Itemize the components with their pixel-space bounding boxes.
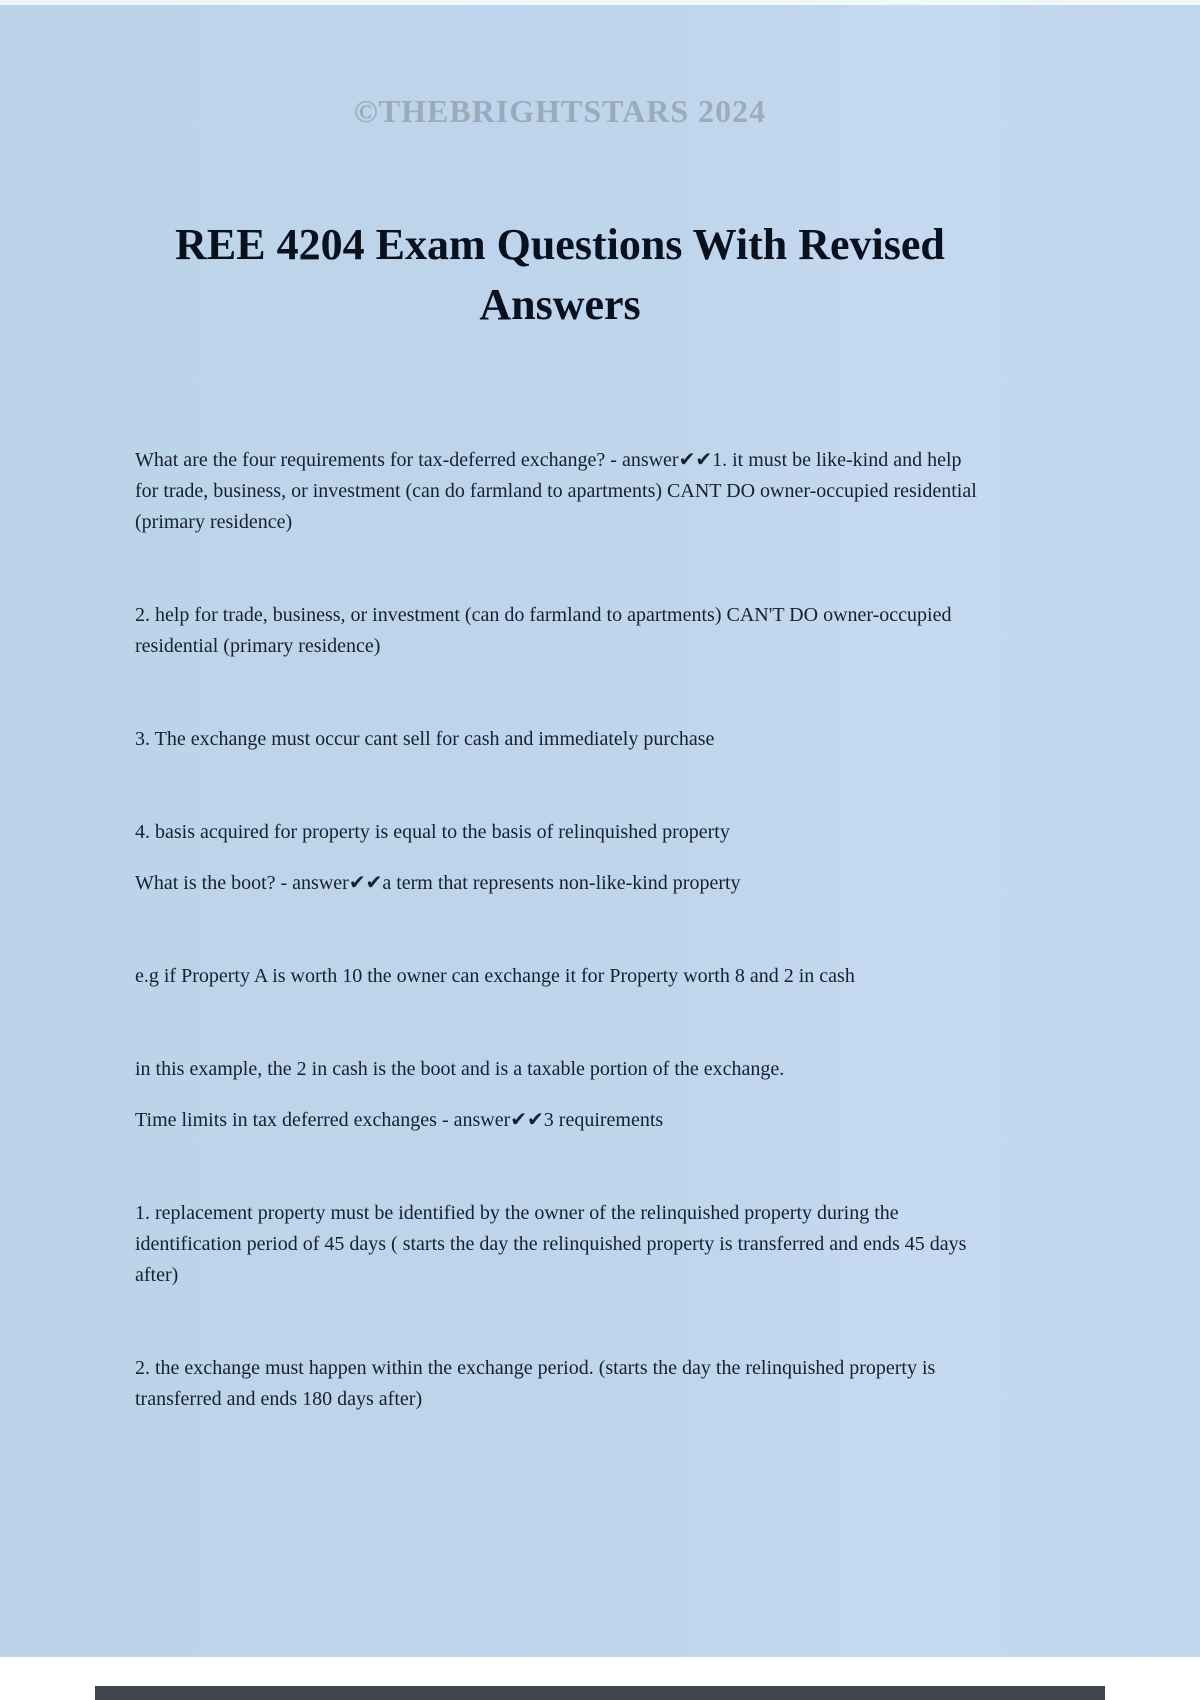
qa-paragraph: 1. replacement property must be identified by the owner of the relinquished property during the identification period of 45 days ( starts the day the relinquished property is transferred and ends 45 days after) bbox=[135, 1202, 967, 1286]
document-title: REE 4204 Exam Questions With Revised Answers bbox=[175, 220, 945, 329]
qa-paragraph: What are the four requirements for tax-deferred exchange? - answer✔✔1. it must be like-kind and help for trade, business, or investment (can do farmland to apartments) CANT DO owner-occupied residential (primary residence) bbox=[135, 449, 977, 533]
qa-paragraph: 3. The exchange must occur cant sell for cash and immediately purchase bbox=[135, 728, 715, 750]
document-body bbox=[135, 445, 985, 1415]
qa-paragraph: e.g if Property A is worth 10 the owner can exchange it for Property worth 8 and 2 in cash bbox=[135, 965, 855, 987]
qa-paragraph: Time limits in tax deferred exchanges - answer✔✔3 requirements bbox=[135, 1109, 664, 1131]
page-top-edge bbox=[0, 0, 1200, 5]
qa-paragraph: 2. help for trade, business, or investment (can do farmland to apartments) CAN'T DO owner-occupied residential (primary residence) bbox=[135, 604, 952, 657]
page-content bbox=[0, 92, 1200, 1415]
watermark-text: ©THEBRIGHTSTARS 2024 bbox=[353, 93, 767, 129]
qa-paragraph: in this example, the 2 in cash is the boot and is a taxable portion of the exchange. bbox=[135, 1058, 785, 1080]
qa-paragraph: What is the boot? - answer✔✔a term that represents non-like-kind property bbox=[135, 872, 741, 894]
qa-paragraph: 4. basis acquired for property is equal to the basis of relinquished property bbox=[135, 821, 730, 843]
page-break-gap bbox=[0, 1657, 1200, 1700]
next-page-edge bbox=[95, 1686, 1105, 1700]
qa-paragraph: 2. the exchange must happen within the exchange period. (starts the day the relinquished property is transferred and ends 180 days after) bbox=[135, 1357, 936, 1410]
